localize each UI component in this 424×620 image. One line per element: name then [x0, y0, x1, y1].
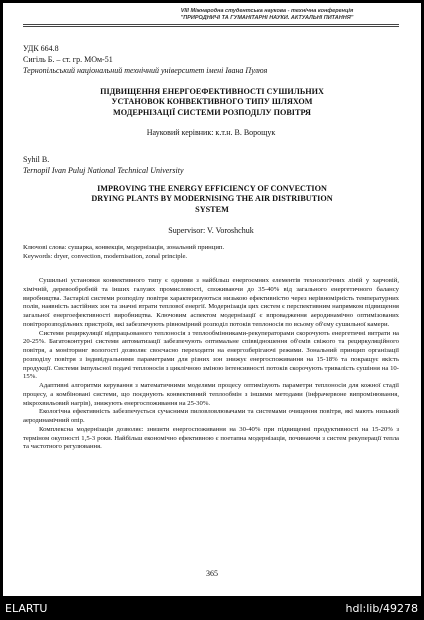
repository-name[interactable]: ELARTU [5, 602, 48, 615]
handle-link[interactable]: hdl:lib/49278 [345, 602, 418, 615]
supervisor-en: Supervisor: V. Voroshchuk [168, 226, 254, 235]
body-paragraph: Сушильні установки конвективного типу є одними з найбільш енергоємних елементів технологічних ліній у харчовій, хімічній, деревообробній та інших галузях промисловості, споживаючи до 35-40% від загального енергетичного балансу виробництва. Застарілі системи розподілу повітря характеризуються низькою ефективністю через нерівномірність температурних полів, наявність застійних зон та значні втрати теплової енергії. Модернізація цих систем є перспективним напрямком підвищення загальної енергоефективності виробництва. Ключовим аспектом модернізації є впровадження аеродинамічно оптимізованих повітророзподільних пристроїв, які забезпечують рівномірний розподіл потоків теплоносія по всьому об'єму сушильної камери. [23, 277, 399, 328]
affiliation-en: Ternopil Ivan Puluj National Technical University [23, 166, 184, 175]
supervisor-ua: Науковий керівник: к.т.н. В. Ворощук [146, 128, 276, 137]
keywords-ua: Ключові слова: сушарка, конвекція, модернізація, зональний принцип. [23, 244, 225, 251]
affiliation-ua: Тернопільський національний технічний університет імені Івана Пулюя [23, 66, 268, 75]
title-en-line: SYSTEM [195, 204, 229, 214]
header-rule-thin [23, 26, 399, 27]
title-en-line: IMPROVING THE ENERGY EFFICIENCY OF CONVECTION [97, 184, 327, 193]
author-ua: Сигіль Б. – ст. гр. МОм-51 [23, 55, 113, 64]
body-paragraph: Адаптивні алгоритми керування з математичними моделями процесу оптимізують параметри теплоносія для кожної стадії процесу, а комбіновані системи, що поєднують конвективний теплообмін з іншими методами (інфрачервоне випромінювання, мікрохвильовий нагрів), знижують енергоспоживання на 25-30%. [23, 382, 399, 407]
udk-code: УДК 664.8 [23, 44, 59, 53]
repository-footer [0, 596, 424, 620]
conference-header [117, 8, 417, 21]
title-en [43, 184, 381, 215]
title-en-line: DRYING PLANTS BY MODERNISING THE AIR DISTRIBUTION [91, 194, 333, 204]
title-ua-line: ПІДВИЩЕННЯ ЕНЕРГОЕФЕКТИВНОСТІ СУШИЛЬНИХ [100, 87, 324, 96]
article-body [23, 277, 399, 452]
paper-page [3, 3, 421, 596]
header-rule [23, 24, 399, 25]
page-number: 365 [206, 569, 218, 578]
title-ua-line: МОДЕРНІЗАЦІЇ СИСТЕМИ РОЗПОДІЛУ ПОВІТРЯ [113, 107, 311, 117]
author-en: Syhil B. [23, 155, 50, 164]
title-ua [43, 87, 381, 118]
conference-line-2: "ПРИРОДНИЧІ ТА ГУМАНІТАРНІ НАУКИ. АКТУАЛЬНІ ПИТАННЯ" [180, 14, 354, 21]
title-ua-line: УСТАНОВОК КОНВЕКТИВНОГО ТИПУ ШЛЯХОМ [111, 97, 313, 107]
body-paragraph: Системи рециркуляції відпрацьованого теплоносія з теплообмінниками-рекуператорами скорочують енергетичні витрати на 20-25%. Багатоконтурні системи автоматизації забезпечують оптимальне співвідношення об'ємів свіжого та рециркуляційного повітря, а моніторинг вологості дозволяє своєчасно переходити на енергозберігаючі режими. Зональний принцип організації розподілу повітря з індивідуальними параметрами для різних зон знижує енергоспоживання на 15-18% та покращує якість продукції. Системи імпульсної подачі теплоносія з циклічною зміною інтенсивності потоків скорочують тривалість сушіння на 10-15%. [23, 329, 399, 381]
body-paragraph: Комплексна модернізація дозволяє: знизити енергоспоживання на 30-40% при підвищенні продуктивності на 15-20% з терміном окупності 1,5-3 роки. Найбільш економічно ефективною є поетапна модернізація, починаючи з систем рекуперації тепла та частотного регулювання. [23, 425, 399, 451]
keywords-en: Keywords: dryer, convection, modernisation, zonal principle. [23, 253, 188, 260]
body-paragraph: Екологічна ефективність забезпечується сучасними пиловловлювачами та системами очищення повітря, які мають низький аеродинамічний опір. [23, 408, 399, 424]
conference-line-1: VIII Міжнародна студентська наукова - технічна конференція [180, 8, 354, 14]
